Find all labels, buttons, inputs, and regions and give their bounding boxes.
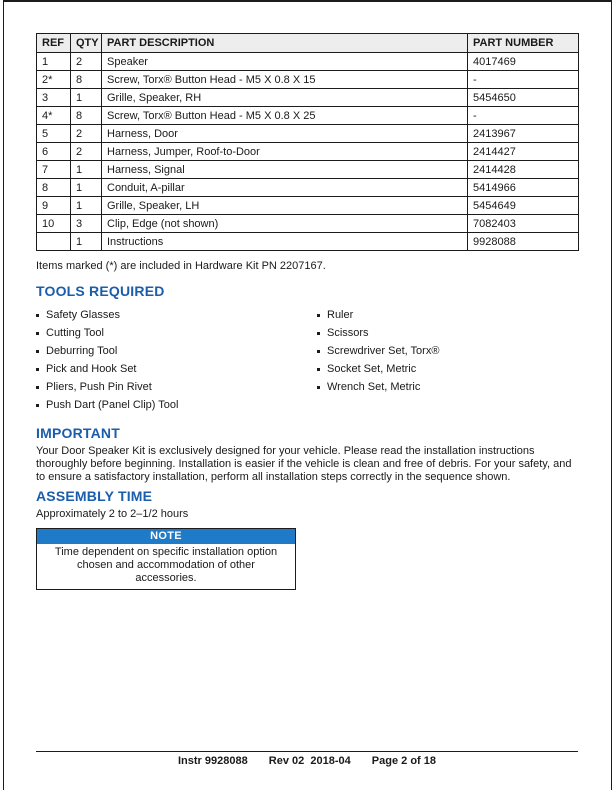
desc-cell: Harness, Jumper, Roof-to-Door — [102, 143, 468, 161]
bullet-icon — [36, 386, 39, 389]
tool-label: Scissors — [327, 327, 369, 339]
qty-cell: 8 — [71, 71, 102, 89]
qty-cell: 1 — [71, 197, 102, 215]
footer-page-number: Page 2 of 18 — [371, 755, 436, 767]
tool-list-item — [36, 342, 317, 360]
tool-list-item — [36, 306, 317, 324]
tool-label: Push Dart (Panel Clip) Tool — [46, 399, 179, 411]
note-title-bar: NOTE — [37, 529, 295, 544]
qty-cell: 3 — [71, 215, 102, 233]
tool-list-item — [317, 306, 439, 324]
bullet-icon — [317, 314, 320, 317]
ref-cell: 5 — [37, 125, 71, 143]
pn-cell: 5414966 — [468, 179, 579, 197]
footer-revision-date: Rev 02 2018-04 — [268, 755, 351, 767]
qty-cell: 1 — [71, 89, 102, 107]
tool-label: Safety Glasses — [46, 309, 120, 321]
pn-cell: 2414428 — [468, 161, 579, 179]
tools-right-column — [317, 306, 439, 414]
qty-cell: 1 — [71, 161, 102, 179]
bullet-icon — [317, 368, 320, 371]
ref-cell: 10 — [37, 215, 71, 233]
header-qty: QTY — [71, 34, 102, 53]
qty-cell: 2 — [71, 53, 102, 71]
tool-label: Pliers, Push Pin Rivet — [46, 381, 152, 393]
desc-cell: Screw, Torx® Button Head - M5 X 0.8 X 15 — [102, 71, 468, 89]
pn-cell: 7082403 — [468, 215, 579, 233]
bullet-icon — [36, 404, 39, 407]
bullet-icon — [317, 386, 320, 389]
pn-cell: 4017469 — [468, 53, 579, 71]
table-row — [37, 233, 579, 251]
table-row — [37, 143, 579, 161]
pn-cell: 9928088 — [468, 233, 579, 251]
ref-cell: 7 — [37, 161, 71, 179]
assembly-time-heading: ASSEMBLY TIME — [36, 488, 153, 505]
bullet-icon — [317, 350, 320, 353]
qty-cell: 8 — [71, 107, 102, 125]
desc-cell: Harness, Door — [102, 125, 468, 143]
tools-required-heading: TOOLS REQUIRED — [36, 283, 165, 299]
table-row — [37, 215, 579, 233]
desc-cell: Screw, Torx® Button Head - M5 X 0.8 X 25 — [102, 107, 468, 125]
table-header-row — [37, 34, 579, 53]
bullet-icon — [317, 332, 320, 335]
parts-table-body — [37, 53, 579, 251]
pn-cell: - — [468, 107, 579, 125]
pn-cell: - — [468, 71, 579, 89]
tool-list-item — [36, 360, 317, 378]
footer-instr-number: Instr 9928088 — [178, 755, 248, 767]
qty-cell: 1 — [71, 179, 102, 197]
pn-cell: 5454649 — [468, 197, 579, 215]
table-row — [37, 197, 579, 215]
tool-label: Socket Set, Metric — [327, 363, 417, 375]
bullet-icon — [36, 368, 39, 371]
hardware-kit-footnote: Items marked (*) are included in Hardware Kit PN 2207167. — [36, 260, 326, 272]
tool-label: Deburring Tool — [46, 345, 118, 357]
tool-label: Screwdriver Set, Torx® — [327, 345, 440, 357]
assembly-time-text: Approximately 2 to 2–1/2 hours — [36, 508, 189, 521]
tools-left-column — [36, 306, 317, 414]
parts-table — [36, 33, 579, 251]
header-part-number: PART NUMBER — [468, 34, 579, 53]
tool-list-item — [36, 396, 317, 414]
ref-cell: 4* — [37, 107, 71, 125]
tool-label: Cutting Tool — [46, 327, 104, 339]
pn-cell: 2413967 — [468, 125, 579, 143]
qty-cell: 2 — [71, 143, 102, 161]
table-row — [37, 107, 579, 125]
table-row — [37, 53, 579, 71]
important-text: Your Door Speaker Kit is exclusively designed for your vehicle. Please read the installation instructions thoroughly before beginning. Installation is easier if the vehicle is clean and free of debris. For your safety, and to ensure a satisfactory installation, perform all installation steps correctly in the sequence shown. — [36, 445, 572, 483]
pn-cell: 2414427 — [468, 143, 579, 161]
page-footer — [36, 751, 578, 767]
bullet-icon — [36, 350, 39, 353]
ref-cell: 1 — [37, 53, 71, 71]
tool-label: Pick and Hook Set — [46, 363, 137, 375]
note-body-text: Time dependent on specific installation option chosen and accommodation of other accessories. — [54, 546, 278, 585]
ref-cell — [37, 233, 71, 251]
table-row — [37, 179, 579, 197]
table-row — [37, 161, 579, 179]
desc-cell: Harness, Signal — [102, 161, 468, 179]
important-heading: IMPORTANT — [36, 425, 120, 441]
tool-list-item — [36, 378, 317, 396]
desc-cell: Conduit, A-pillar — [102, 179, 468, 197]
tools-list — [36, 306, 578, 414]
pn-cell: 5454650 — [468, 89, 579, 107]
page-content — [36, 33, 578, 590]
ref-cell: 9 — [37, 197, 71, 215]
tool-list-item — [317, 324, 439, 342]
qty-cell: 1 — [71, 233, 102, 251]
desc-cell: Grille, Speaker, RH — [102, 89, 468, 107]
bullet-icon — [36, 332, 39, 335]
header-part-description: PART DESCRIPTION — [102, 34, 468, 53]
note-box — [36, 528, 296, 590]
tool-list-item — [36, 324, 317, 342]
desc-cell: Clip, Edge (not shown) — [102, 215, 468, 233]
tool-list-item — [317, 342, 439, 360]
tool-label: Ruler — [327, 309, 354, 321]
ref-cell: 8 — [37, 179, 71, 197]
tool-label: Wrench Set, Metric — [327, 381, 421, 393]
tool-list-item — [317, 378, 439, 396]
qty-cell: 2 — [71, 125, 102, 143]
ref-cell: 3 — [37, 89, 71, 107]
desc-cell: Grille, Speaker, LH — [102, 197, 468, 215]
table-row — [37, 89, 579, 107]
table-row — [37, 71, 579, 89]
header-ref: REF — [37, 34, 71, 53]
desc-cell: Speaker — [102, 53, 468, 71]
ref-cell: 2* — [37, 71, 71, 89]
tool-list-item — [317, 360, 439, 378]
desc-cell: Instructions — [102, 233, 468, 251]
table-row — [37, 125, 579, 143]
bullet-icon — [36, 314, 39, 317]
ref-cell: 6 — [37, 143, 71, 161]
